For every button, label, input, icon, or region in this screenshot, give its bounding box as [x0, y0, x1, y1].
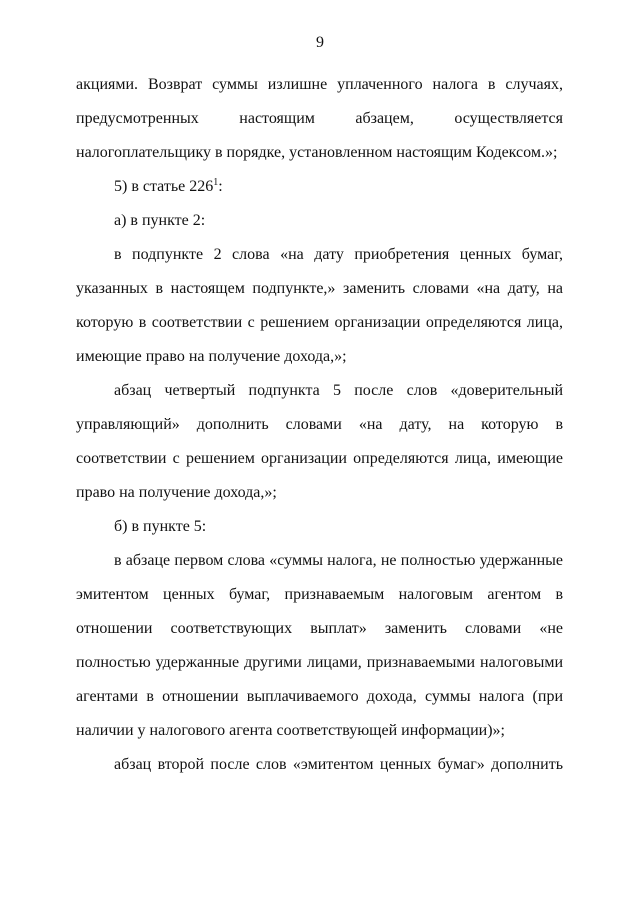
- paragraph-continuation: акциями. Возврат суммы излишне уплаченного налога в случаях, предусмотренных настоящим абзацем, осуществляется налогоплательщику в порядке, установленном настоящим Кодексом.»;: [76, 76, 563, 161]
- document-body: [76, 68, 563, 782]
- paragraph-item-5: [76, 170, 563, 204]
- article-superscript: 1: [213, 177, 219, 188]
- item-5-colon: :: [218, 178, 223, 195]
- paragraph-paragraph-four: абзац четвертый подпункта 5 после слов «доверительный управляющий» дополнить словами «на дату, на которую в соответствии с решением организации определяются лица, имеющие право на получение дохода,»;: [76, 382, 563, 501]
- page-number: 9: [316, 34, 324, 51]
- paragraph-subitem-b: б) в пункте 5:: [114, 518, 207, 535]
- paragraph-first-paragraph: в абзаце первом слова «суммы налога, не полностью удержанные эмитентом ценных бумаг, признаваемым налоговым агентом в отношении соответствующих выплат» заменить словами «не полностью удержанные другими лицами, признаваемыми налоговыми агентами в отношении выплачиваемого дохода, суммы налога (при наличии у налогового агента соответствующей информации)»;: [76, 552, 563, 739]
- paragraph-subpoint-2: в подпункте 2 слова «на дату приобретения ценных бумаг, указанных в настоящем подпункте,» заменить словами «на дату, на которую в соответствии с решением организации определяются лица, имеющие право на получение дохода,»;: [76, 246, 563, 365]
- paragraph-second-paragraph: абзац второй после слов «эмитентом ценных бумаг» дополнить: [114, 756, 563, 773]
- paragraph-subitem-a: а) в пункте 2:: [114, 212, 206, 229]
- item-5-text: 5) в статье 226: [114, 178, 214, 195]
